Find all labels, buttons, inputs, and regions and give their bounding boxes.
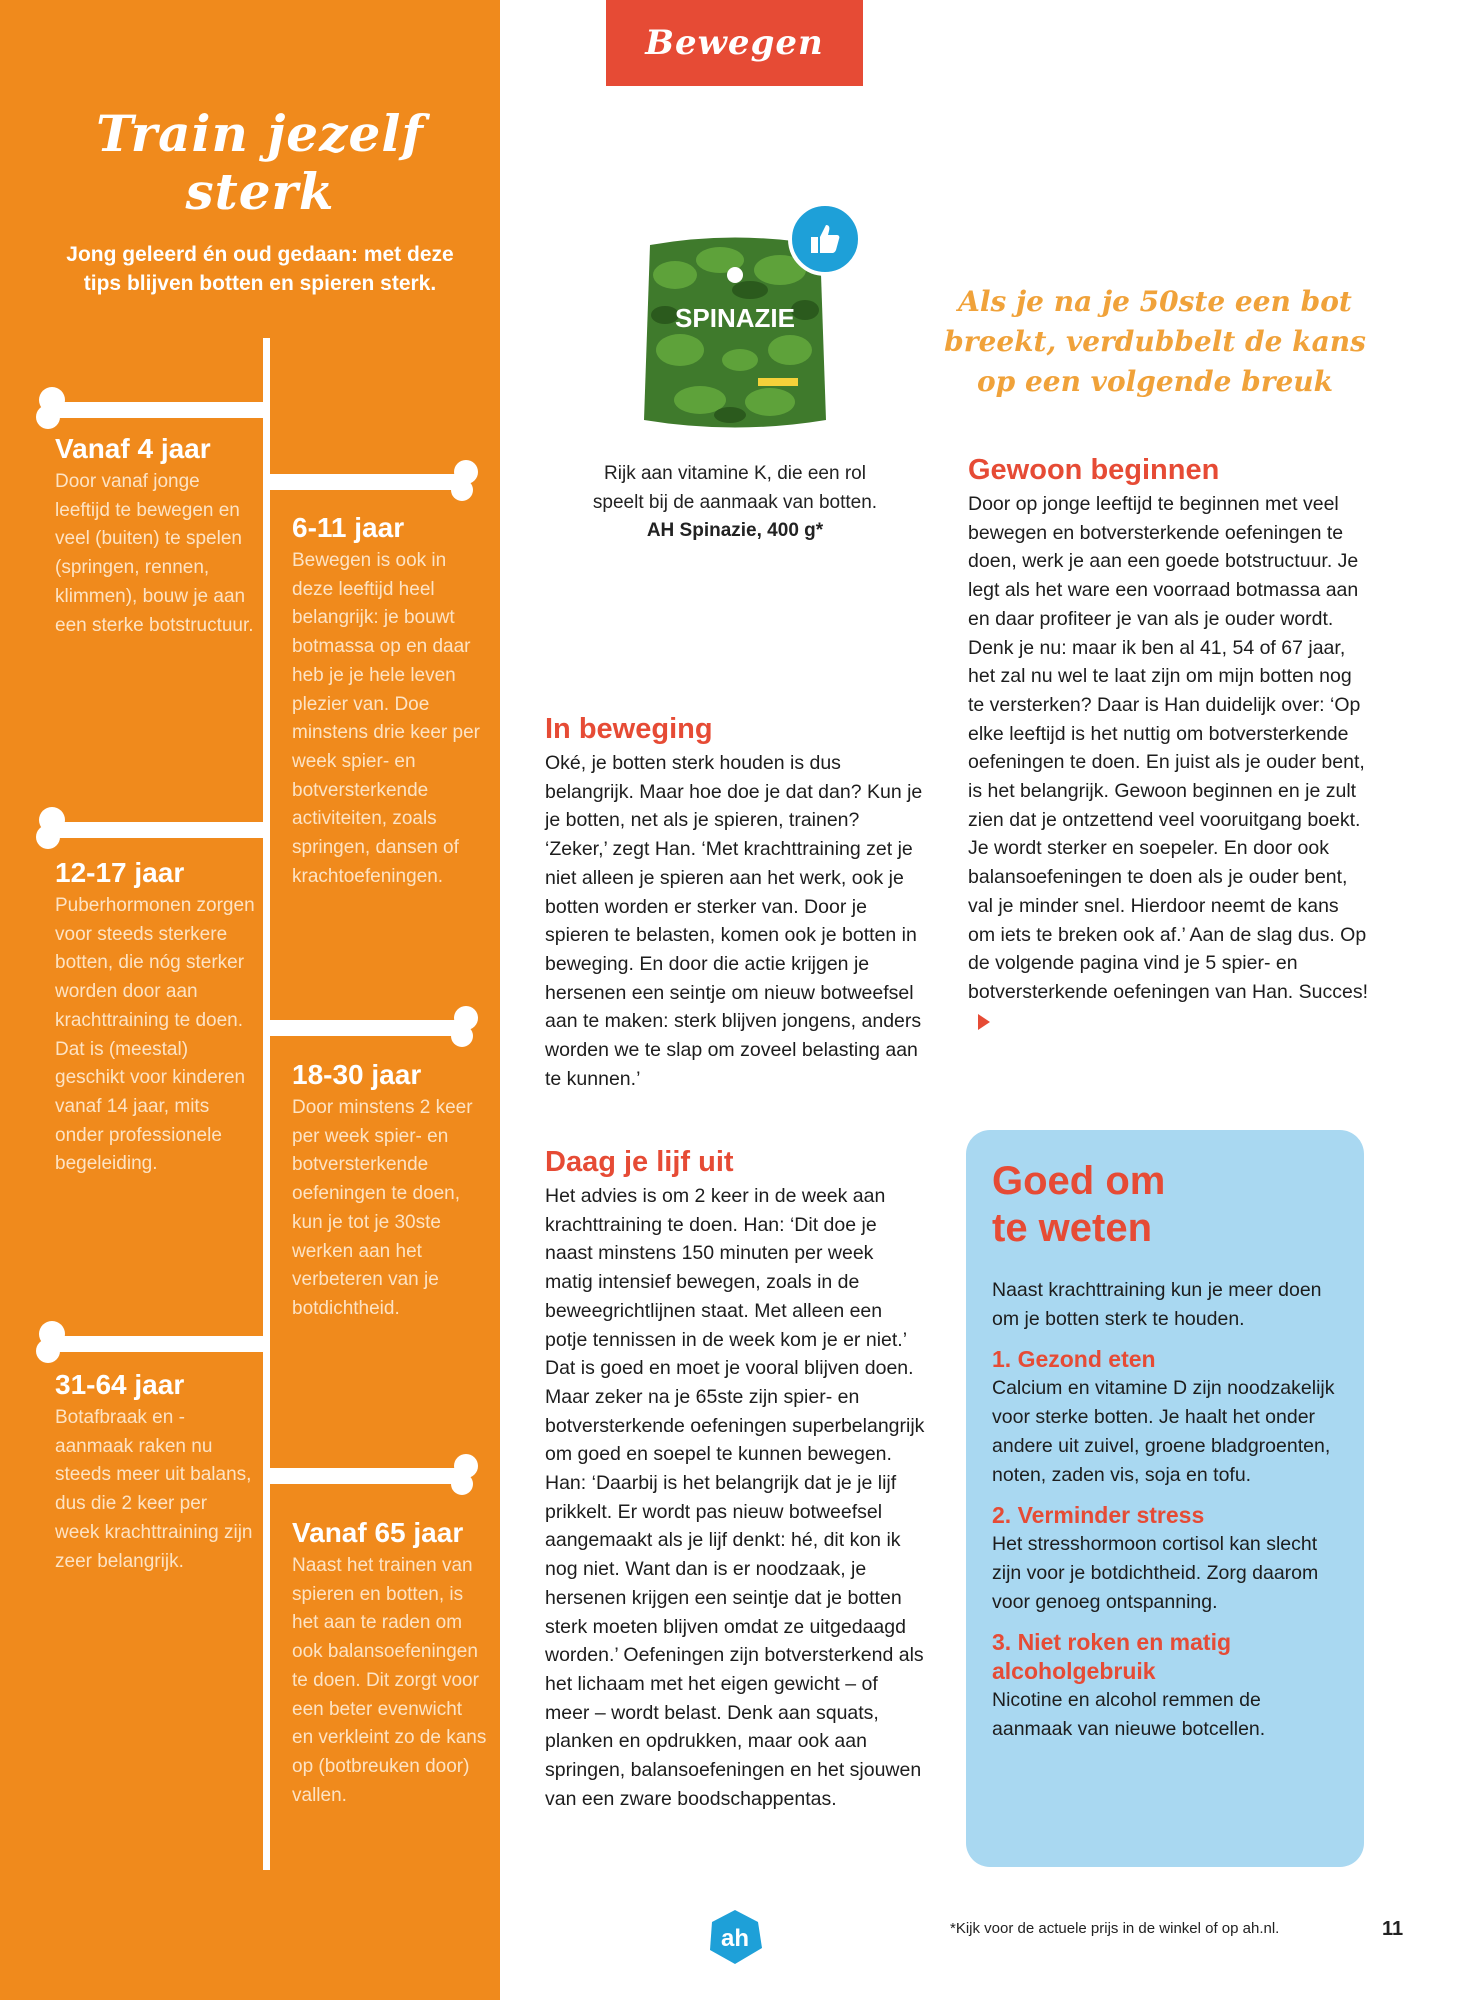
tip-text: Calcium en vitamine D zijn noodzakelijk voor sterke botten. Je haalt het onder andere uit zuivel, groene bladgroenten, noten, zaden vis, soja en tofu. <box>992 1377 1335 1486</box>
timeline-heading: 18-30 jaar <box>292 1059 422 1090</box>
info-box <box>966 1130 1364 1867</box>
pull-quote: Als je na je 50ste een bot breekt, verdubbelt de kans op een volgende breuk <box>944 285 1366 398</box>
timeline-heading: Vanaf 65 jaar <box>292 1517 464 1548</box>
timeline-entry <box>55 856 255 1179</box>
timeline-entry <box>292 1058 487 1324</box>
ah-logo-text: ah <box>720 1925 750 1952</box>
timeline-text: Botafbraak en -aanmaak raken nu steeds meer uit balans, dus die 2 keer per week krachttraining zijn zeer belangrijk. <box>55 1407 253 1572</box>
section-tab: Bewegen <box>606 0 863 86</box>
info-box-title-line2: te weten <box>992 1206 1153 1250</box>
bone-icon <box>266 1454 478 1495</box>
sidebar-title-line1: Train jezelf <box>96 104 424 163</box>
bone-icon <box>266 460 478 501</box>
timeline-heading: 12-17 jaar <box>55 857 185 888</box>
timeline-text: Naast het trainen van spieren en botten, is het aan te raden om ook balansoefeningen te doen. Dit zorgt voor een beter evenwicht en verkleint zo de kans op (botbreuken door) vallen. <box>292 1555 487 1806</box>
timeline-heading: Vanaf 4 jaar <box>55 433 211 464</box>
package-label: SPINAZIE <box>675 303 795 333</box>
tip-heading: 1. Gezond eten <box>992 1346 1156 1373</box>
arrow-right-icon <box>978 1014 990 1030</box>
timeline-entry <box>55 432 255 640</box>
section-heading: Daag je lijf uit <box>545 1146 734 1178</box>
timeline-heading: 6-11 jaar <box>292 512 405 543</box>
tip-text: Nicotine en alcohol remmen de aanmaak van nieuwe botcellen. <box>992 1689 1266 1741</box>
bone-icon <box>36 387 267 429</box>
bone-icon <box>36 1321 267 1363</box>
timeline-text: Door minstens 2 keer per week spier- en botversterkende oefeningen te doen, kun je tot je 30ste werken aan het verbeteren van je botdichtheid. <box>292 1097 473 1319</box>
timeline-entry <box>292 511 487 891</box>
info-box-title-line1: Goed om <box>992 1159 1166 1203</box>
bone-icon <box>36 807 267 849</box>
tip-heading: 2. Verminder stress <box>992 1502 1205 1529</box>
info-box-title <box>992 1158 1338 1252</box>
section-text <box>968 490 1368 1035</box>
section-heading: Gewoon beginnen <box>968 454 1220 486</box>
tip-text: Het stresshormoon cortisol kan slecht zijn voor je botdichtheid. Zorg daarom voor genoeg ontspanning. <box>992 1533 1319 1613</box>
section-text: Oké, je botten sterk houden is dus belangrijk. Maar hoe doe je dat dan? Kun je je botten, net als je spieren, trainen? ‘Zeker,’ zegt Han. ‘Met krachttraining zet je niet alleen je spieren aan het werk, ook je botten worden er sterker van. Door je spieren te belasten, komen ook je botten in beweging. En door die actie krijgen je hersenen een seintje om nieuw botweefsel aan te maken: sterk blijven jongens, anders worden we te slap om zoveel belasting aan te kunnen.’ <box>545 752 923 1090</box>
tip-heading: 3. Niet roken en matig alcoholgebruik <box>992 1629 1232 1685</box>
timeline-axis <box>263 338 270 1870</box>
timeline-heading: 31-64 jaar <box>55 1369 185 1400</box>
section-text: Het advies is om 2 keer in de week aan krachttraining te doen. Han: ‘Dit doe je naast minstens 150 minuten per week matig intensief bewegen, zoals in de beweegrichtlijnen staat. Met alleen een potje tennissen in de week kom je er niet.’ Dat is goed en moet je vooral blijven doen. Maar zeker na je 65ste zijn spier- en botversterkende oefeningen superbelangrijk om goed en soepel te kunnen bewegen. Han: ‘Daarbij is het belangrijk dat je je lijf prikkelt. Er wordt pas nieuw botweefsel aangemaakt als je lijf denkt: hé, dit kon ik nog niet. Want dan is er noodzaak, je hersenen krijgen een seintje dat je botten sterk moeten blijven omdat ze uitgedaagd worden.’ Oefeningen zijn botversterkend als het lichaam met het eigen gewicht – of meer – wordt belast. Denk aan squats, planken en opdrukken, maar ook aan springen, balansoefeningen en het sjouwen van een zware boodschappentas. <box>545 1185 925 1810</box>
thumbs-up-icon <box>788 202 862 276</box>
info-box-intro: Naast krachttraining kun je meer doen om je botten sterk te houden. <box>992 1279 1322 1330</box>
nutriscore-badge <box>758 378 798 386</box>
article-section-daag-je-lijf-uit <box>545 1145 925 1813</box>
timeline-text: Door vanaf jonge leeftijd te bewegen en veel (buiten) te spelen (springen, rennen, klimmen), bouw je aan een sterke botstructuur. <box>55 471 254 636</box>
timeline-entry <box>292 1516 487 1810</box>
product-name: AH Spinazie, 400 g* <box>646 520 824 541</box>
left-sidebar <box>0 0 500 2000</box>
product-caption <box>590 460 880 546</box>
price-footnote: *Kijk voor de actuele prijs in de winkel of op ah.nl. <box>950 1920 1280 1937</box>
ah-logo <box>706 1908 764 1966</box>
sidebar-title-line2: sterk <box>185 162 335 221</box>
ah-mini-logo-icon <box>727 267 743 283</box>
article-section-in-beweging <box>545 712 925 1093</box>
section-heading: In beweging <box>545 713 713 745</box>
article-section-gewoon-beginnen <box>968 453 1368 1035</box>
sidebar-intro: Jong geleerd én oud gedaan: met deze tips blijven botten en spieren sterk. <box>66 243 454 295</box>
section-text-body: Door op jonge leeftijd te beginnen met veel bewegen en botversterkende oefeningen te doen, werk je aan een goede botstructuur. Je legt als het ware een voorraad botmassa aan en daar profiteer je van als je ouder wordt. Denk je nu: maar ik ben al 41, 54 of 67 jaar, het zal nu wel te laat zijn om mijn botten nog te versterken? Daar is Han duidelijk over: ‘Op elke leeftijd is het nuttig om botversterkende oefeningen te doen. En juist als je ouder bent, is het belangrijk. Gewoon beginnen en je zult zien dat je ontzettend veel vooruitgang boekt. Je wordt sterker en soepeler. En door ook balansoefeningen te doen als je ouder bent, val je minder snel. Hierdoor neemt de kans om iets te breken ook af.’ Aan de slag dus. Op de volgende pagina vind je 5 spier- en botversterkende oefeningen van Han. Succes! <box>968 493 1369 1003</box>
timeline-text: Bewegen is ook in deze leeftijd heel belangrijk: je bouwt botmassa op en daar heb je je hele leven plezier van. Doe minstens drie keer per week spier- en botversterkende activiteiten, zoals springen, dansen of krachtoefeningen. <box>292 550 480 887</box>
page-number: 11 <box>1382 1918 1404 1940</box>
product-description: Rijk aan vitamine K, die een rol speelt bij de aanmaak van botten. <box>592 463 878 513</box>
timeline-text: Puberhormonen zorgen voor steeds sterkere botten, die nóg sterker worden door aan krachttraining te doen. Dat is (meestal) geschikt voor kinderen vanaf 14 jaar, mits onder professionele begeleiding. <box>55 895 255 1175</box>
bone-icon <box>266 1006 478 1047</box>
timeline-entry <box>55 1368 255 1576</box>
